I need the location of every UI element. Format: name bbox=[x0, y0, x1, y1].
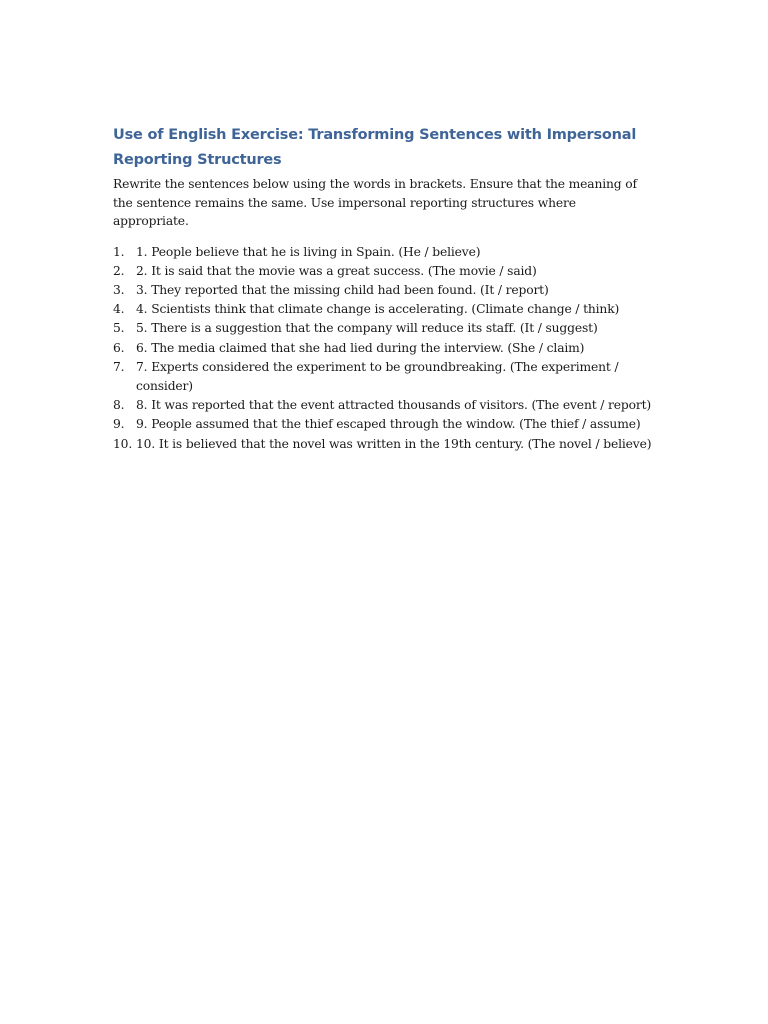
item-text: 10. It is believed that the novel was written in the 19th century. (The novel / believe) bbox=[136, 436, 652, 451]
item-number: 8. bbox=[113, 398, 125, 413]
item-text: 6. The media claimed that she had lied during the interview. (She / claim) bbox=[136, 340, 585, 355]
item-number: 1. bbox=[113, 244, 125, 259]
document-title: Use of English Exercise: Transforming Sentences with Impersonal Reporting Structures bbox=[113, 127, 637, 168]
instructions-paragraph: Rewrite the sentences below using the words in brackets. Ensure that the meaning of the sentence remains the same. Use impersonal reporting structures where appropriate. bbox=[113, 177, 637, 228]
exercise-item bbox=[113, 319, 653, 338]
exercise-item bbox=[113, 396, 653, 415]
item-number: 5. bbox=[113, 321, 125, 336]
item-number: 3. bbox=[113, 282, 125, 297]
item-text: 4. Scientists think that climate change is accelerating. (Climate change / think) bbox=[136, 302, 620, 317]
item-number: 6. bbox=[113, 340, 125, 355]
item-text: 9. People assumed that the thief escaped through the window. (The thief / assume) bbox=[136, 417, 641, 432]
document-body bbox=[113, 123, 653, 454]
item-text: 3. They reported that the missing child had been found. (It / report) bbox=[136, 282, 549, 297]
exercise-item bbox=[113, 262, 653, 281]
item-text: 8. It was reported that the event attracted thousands of visitors. (The event / report) bbox=[136, 398, 652, 413]
item-number: 2. bbox=[113, 263, 125, 278]
item-number: 7. bbox=[113, 359, 125, 374]
exercise-item bbox=[113, 415, 653, 434]
item-number: 10. bbox=[113, 436, 133, 451]
exercise-item bbox=[113, 358, 653, 396]
exercise-item bbox=[113, 300, 653, 319]
item-text: 1. People believe that he is living in Spain. (He / believe) bbox=[136, 244, 481, 259]
exercise-item bbox=[113, 339, 653, 358]
item-text: 5. There is a suggestion that the company will reduce its staff. (It / suggest) bbox=[136, 321, 598, 336]
item-text: 7. Experts considered the experiment to be groundbreaking. (The experiment / consider) bbox=[136, 359, 619, 393]
item-number: 9. bbox=[113, 417, 125, 432]
exercise-item bbox=[113, 243, 653, 262]
item-text: 2. It is said that the movie was a great success. (The movie / said) bbox=[136, 263, 537, 278]
exercise-list bbox=[113, 243, 653, 454]
exercise-item bbox=[113, 281, 653, 300]
item-number: 4. bbox=[113, 302, 125, 317]
exercise-item bbox=[113, 435, 653, 454]
